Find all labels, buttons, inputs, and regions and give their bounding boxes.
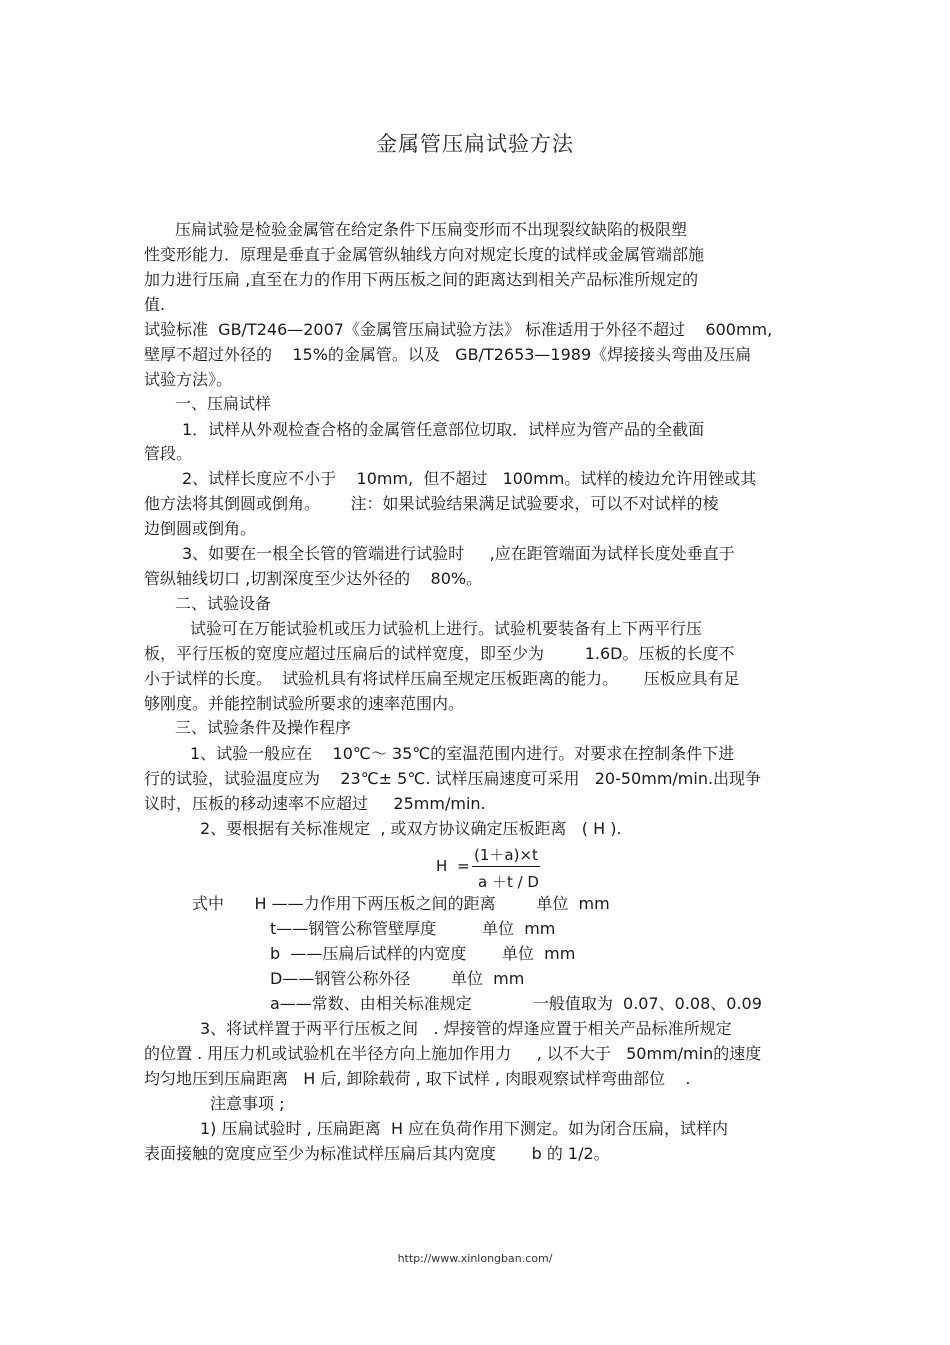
text-line: 3、如要在一根全长管的管端进行试验时 ,应在距管端面为试样长度处垂直于 [182,544,735,563]
text-line: 加力进行压扁 ,直至在力的作用下两压板之间的距离达到相关产品标准所规定的 [144,270,699,289]
formula-lhs: H [436,857,448,875]
text-line: 小于试样的长度。 试验机具有将试样压扁至规定压板距离的能力。 压板应具有足 [144,669,740,688]
formula-denominator: a ＋t / D [478,873,539,891]
variable-definition: t——钢管公称管壁厚度 单位 mm [270,919,556,938]
formula-equals: = [457,857,470,875]
text-line: 他方法将其倒圆或倒角。 注：如果试验结果满足试验要求，可以不对试样的棱 [144,494,719,513]
section-heading: 一、压扁试样 [175,394,272,413]
text-line: 管纵轴线切口 ,切割深度至少达外径的 80%。 [144,569,483,588]
text-line: 够刚度。并能控制试验所要求的速率范围内。 [144,694,465,713]
text-line: 2、试样长度应不小于 10mm, 但不超过 100mm。试样的棱边允许用锉或其 [182,469,757,488]
section-heading: 注意事项 ; [210,1094,285,1113]
footer-url[interactable]: http://www.xinlongban.com/ [397,1252,553,1265]
text-line: 均匀地压到压扁距离 H 后, 卸除载荷 , 取下试样 , 肉眼观察试样弯曲部位 . [144,1069,691,1088]
variable-definition: 式中 H ——力作用下两压板之间的距离 单位 mm [192,894,610,913]
text-line: 试验标准 GB/T246—2007《金属管压扁试验方法》 标准适用于外径不超过 600mm, [144,320,773,339]
text-line: 表面接触的宽度应至少为标准试样压扁后其内宽度 b 的 1/2。 [144,1144,610,1163]
text-line: 的位置 . 用压力机或试验机在半径方向上施加作用力 , 以不大于 50mm/min的速度 [144,1044,762,1063]
text-line: 试验可在万能试验机或压力试验机上进行。试验机要装备有上下两平行压 [190,619,703,638]
text-line: 壁厚不超过外径的 15%的金属管。以及 GB/T2653—1989《焊接接头弯曲及压扁 [144,345,752,364]
text-line: 性变形能力．原理是垂直于金属管纵轴线方向对规定长度的试样或金属管端部施 [144,245,705,264]
text-line: 管段。 [144,444,193,463]
text-line: 压扁试验是检验金属管在给定条件下压扁变形而不出现裂纹缺陷的极限塑 [175,220,688,239]
fraction-bar [472,866,540,867]
text-line: 试验方法》。 [144,370,233,389]
variable-definition: D——钢管公称外径 单位 mm [270,969,525,988]
section-heading: 三、试验条件及操作程序 [175,718,352,737]
text-line: 边倒圆或倒角。 [144,519,257,538]
text-line: 板，平行压板的宽度应超过压扁后的试样宽度，即至少为 1.6D。压板的长度不 [144,644,735,663]
section-heading: 二、试验设备 [175,594,272,613]
text-line: 行的试验，试验温度应为 23℃± 5℃. 试样压扁速度可采用 20-50mm/min.出现争 [144,769,762,788]
variable-definition: b ——压扁后试样的内宽度 单位 mm [270,944,576,963]
text-line: 1) 压扁试验时 , 压扁距离 H 应在负荷作用下测定。如为闭合压扁，试样内 [200,1119,729,1138]
text-line: 3、将试样置于两平行压板之间 . 焊接管的焊逢应置于相关产品标准所规定 [200,1019,732,1038]
text-line: 议时，压板的移动速率不应超过 25mm/min. [144,794,486,813]
page-title: 金属管压扁试验方法 [376,132,574,156]
variable-definition: a——常数、由相关标准规定 一般值取为 0.07、0.08、0.09 [270,994,762,1013]
text-line: 1．试样从外观检查合格的金属管任意部位切取．试样应为管产品的全截面 [182,420,705,439]
text-line: 值. [144,295,166,314]
flattening-distance-formula [436,844,576,894]
text-line: 1、试验一般应在 10℃～ 35℃的室温范围内进行。对要求在控制条件下进 [190,744,735,763]
text-line: 2、要根据有关标准规定 , 或双方协议确定压板距离 ( H ). [200,819,622,838]
formula-numerator: (1＋a)×t [474,846,538,864]
